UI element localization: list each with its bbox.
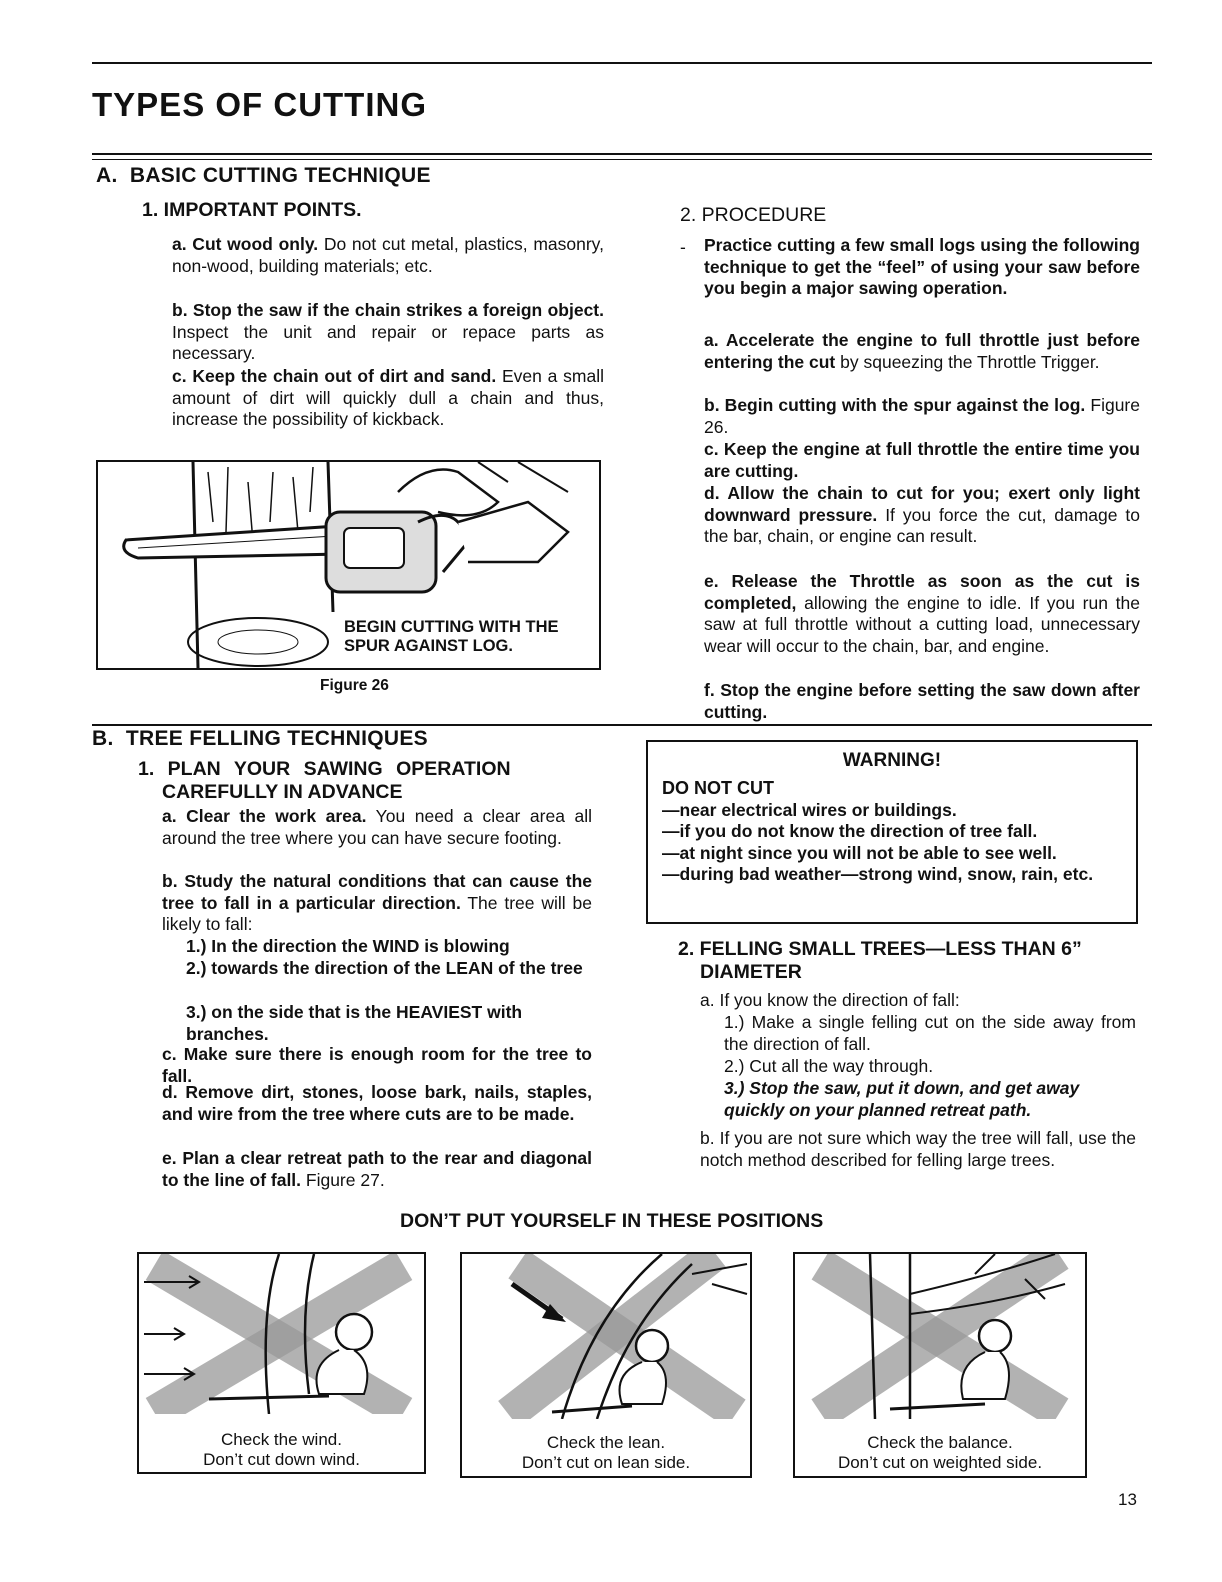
proc-c-bold: c. Keep the engine at full throttle the entire time you are cutting. (704, 439, 1140, 481)
item-b-bold: b. Stop the saw if the chain strikes a foreign object. (172, 300, 604, 320)
plan-c-bold: c. Make sure there is enough room for the tree to fall. (162, 1044, 592, 1086)
important-item-b (172, 300, 604, 365)
lean-caption-line-1: Check the lean. (546, 1433, 666, 1452)
section-a-rule-2 (92, 159, 1152, 160)
warning-title: WARNING! (842, 750, 942, 771)
balance-caption-line-1: Check the balance. (867, 1433, 1013, 1452)
small-item-a3: 3.) Stop the saw, put it down, and get away quickly on your planned retreat path. (724, 1078, 1080, 1120)
page-number: 13 (1118, 1490, 1137, 1509)
procedure-item-d (704, 483, 1140, 548)
plan-e-bold: e. Plan a clear retreat path to the rear and diagonal to the line of fall. (162, 1148, 592, 1190)
procedure-item-e (704, 571, 1140, 657)
item-c-text: Even a small amount of dirt will quickly dull a chain and thus, increase the possibility of kickback. (172, 366, 604, 430)
position-panel-lean (460, 1252, 752, 1478)
item-b-text: Inspect the unit and repair or repace parts as necessary. (172, 321, 604, 364)
section-b-heading: B. TREE FELLING TECHNIQUES (92, 727, 428, 750)
procedure-dash: - (680, 237, 686, 257)
procedure-item-a (704, 330, 1140, 373)
plan-heading-line-1: 1. PLAN YOUR SAWING OPERATION (138, 758, 511, 780)
plan-item-e (162, 1148, 592, 1191)
warning-box (646, 740, 1138, 924)
warning-line-3: —at night since you will not be able to see well. (662, 842, 1057, 863)
item-c-bold: c. Keep the chain out of dirt and sand. (172, 366, 497, 386)
procedure-heading: 2. PROCEDURE (680, 204, 827, 226)
proc-b-bold: b. Begin cutting with the spur against the log. (704, 395, 1086, 415)
plan-e-text: Figure 27. (301, 1169, 385, 1190)
plan-b-bold: b. Study the natural conditions that can cause the tree to fall in a particular direction. (162, 871, 592, 913)
wind-caption (139, 1430, 424, 1470)
plan-item-b1: 1.) In the direction the WIND is blowing (186, 936, 510, 956)
procedure-intro: Practice cutting a few small logs using the following technique to get the “feel” of using your saw before you begin a major sawing operation. (704, 235, 1140, 299)
figure-26-callout (344, 618, 558, 656)
proc-d-bold: d. Allow the chain to cut for you; exert only light downward pressure. (704, 483, 1140, 525)
wind-warning-illustration (139, 1254, 424, 1414)
plan-a-text: You need a clear area all around the tree where you can have secure footing. (162, 806, 592, 848)
positions-heading: DON’T PUT YOURSELF IN THESE POSITIONS (400, 1210, 824, 1232)
lean-caption-line-2: Don’t cut on lean side. (521, 1453, 691, 1472)
warning-line-1: —near electrical wires or buildings. (662, 799, 957, 820)
proc-e-bold: e. Release the Throttle as soon as the cut is completed, (704, 571, 1140, 613)
position-panel-balance (793, 1252, 1087, 1478)
proc-a-bold: a. Accelerate the engine to full throttle just before entering the cut (704, 330, 1140, 372)
wind-caption-line-1: Check the wind. (221, 1430, 342, 1449)
balance-caption-line-2: Don’t cut on weighted side. (837, 1453, 1043, 1472)
item-a-text: Do not cut metal, plastics, masonry, non-wood, building materials; etc. (172, 234, 604, 276)
important-item-c (172, 366, 604, 431)
callout-line-1: BEGIN CUTTING WITH THE (344, 618, 559, 636)
lean-warning-illustration (462, 1254, 750, 1419)
figure-26-frame (96, 460, 601, 670)
important-item-a (172, 234, 604, 277)
proc-f-bold: f. Stop the engine before setting the saw down after cutting. (704, 680, 1140, 722)
warning-line-2: —if you do not know the direction of tree fall. (662, 821, 1038, 842)
section-a-heading: A. BASIC CUTTING TECHNIQUE (96, 164, 431, 187)
small-trees-heading-line-2: DIAMETER (700, 961, 802, 983)
small-item-a: a. If you know the direction of fall: (700, 990, 960, 1010)
small-trees-heading-line-1: 2. FELLING SMALL TREES—LESS THAN 6” (678, 938, 1082, 960)
procedure-item-f (704, 680, 1140, 723)
important-points-heading: 1. IMPORTANT POINTS. (142, 199, 362, 221)
plan-item-b2: 2.) towards the direction of the LEAN of the tree (186, 958, 583, 978)
wind-caption-line-2: Don’t cut down wind. (203, 1450, 360, 1469)
plan-item-b (162, 871, 592, 936)
small-item-a2: 2.) Cut all the way through. (724, 1056, 934, 1076)
proc-d-text: If you force the cut, damage to the bar, chain, or engine can result. (704, 504, 1141, 547)
plan-item-d (162, 1082, 592, 1125)
small-item-b: b. If you are not sure which way the tree will fall, use the notch method described for felling large trees. (700, 1128, 1136, 1170)
figure-26-caption: Figure 26 (320, 677, 389, 694)
procedure-item-b (704, 395, 1140, 438)
plan-b-text: The tree will be likely to fall: (162, 892, 592, 935)
plan-item-c (162, 1044, 592, 1087)
section-a-rule-1 (92, 153, 1152, 155)
proc-a-text: by squeezing the Throttle Trigger. (835, 351, 1100, 372)
plan-d-bold: d. Remove dirt, stones, loose bark, nails, staples, and wire from the tree where cuts are to be made. (162, 1082, 592, 1124)
item-a-bold: a. Cut wood only. (172, 234, 319, 254)
plan-item-b3: 3.) on the side that is the HEAVIEST with branches. (186, 1002, 523, 1044)
warning-line-0: DO NOT CUT (662, 778, 774, 798)
balance-warning-illustration (795, 1254, 1085, 1419)
position-panel-wind (137, 1252, 426, 1474)
top-rule (92, 62, 1152, 64)
balance-caption (795, 1433, 1085, 1473)
lean-caption (462, 1433, 750, 1473)
callout-line-2: SPUR AGAINST LOG. (344, 637, 513, 655)
small-trees-heading (678, 938, 1082, 984)
small-item-a1: 1.) Make a single felling cut on the side away from the direction of fall. (724, 1012, 1136, 1054)
section-b-rule (92, 724, 1152, 726)
plan-a-bold: a. Clear the work area. (162, 806, 367, 826)
warning-line-4: —during bad weather—strong wind, snow, rain, etc. (662, 864, 1094, 885)
page-title: TYPES OF CUTTING (92, 86, 428, 123)
plan-heading (138, 758, 598, 804)
proc-e-text: allowing the engine to idle. If you run the saw at full throttle without a cutting load, unnecessary wear will occur to the chain, bar, and engine. (704, 592, 1140, 656)
procedure-item-c (704, 439, 1140, 482)
plan-heading-line-2: CAREFULLY IN ADVANCE (162, 781, 403, 803)
plan-item-a (162, 806, 592, 849)
proc-b-text: Figure 26. (704, 395, 1140, 437)
